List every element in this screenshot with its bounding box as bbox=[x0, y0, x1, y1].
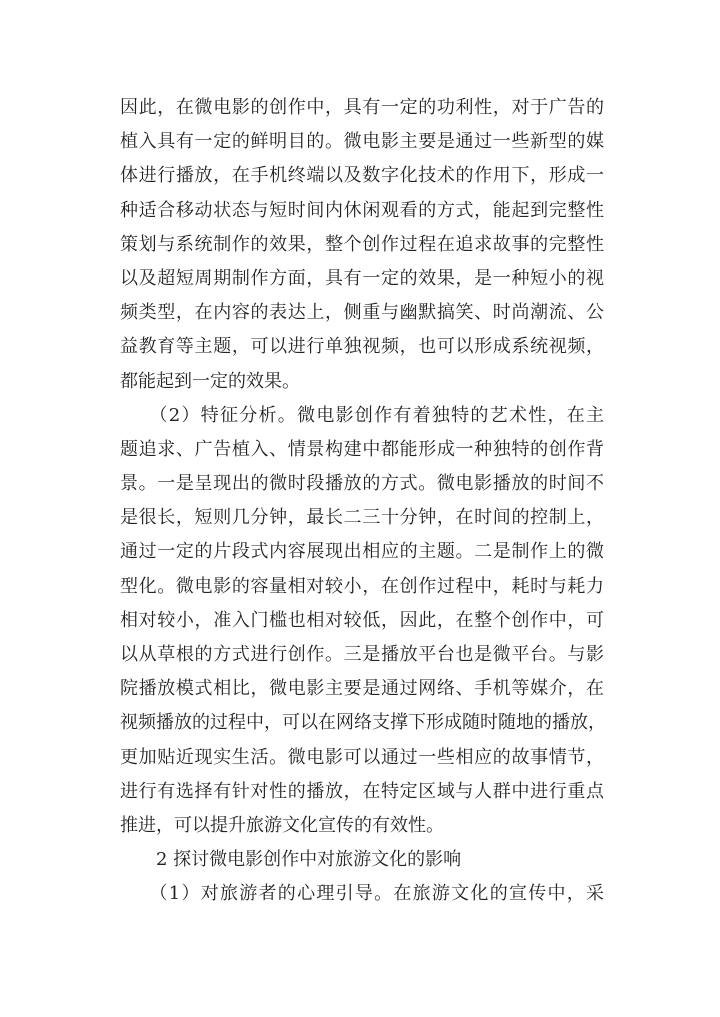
text-line: 视频播放的过程中，可以在网络支撑下形成随时随地的播放， bbox=[120, 712, 606, 734]
text-line: 景。一是呈现出的微时段播放的方式。微电影播放的时间不 bbox=[120, 473, 604, 495]
text-line: 体进行播放，在手机终端以及数字化技术的作用下，形成一 bbox=[120, 165, 604, 187]
text-line: 都能起到一定的效果。 bbox=[120, 370, 300, 392]
text-line: 植入具有一定的鲜明目的。微电影主要是通过一些新型的媒 bbox=[120, 131, 604, 153]
text-line: （1）对旅游者的心理引导。在旅游文化的宣传中，采 bbox=[120, 883, 604, 905]
text-line: 相对较小，准入门槛也相对较低，因此，在整个创作中，可 bbox=[120, 609, 604, 631]
text-line: 是很长，短则几分钟，最长二三十分钟，在时间的控制上， bbox=[120, 507, 604, 529]
text-line: 因此，在微电影的创作中，具有一定的功利性，对于广告的 bbox=[120, 97, 604, 118]
text-line: 推进，可以提升旅游文化宣传的有效性。 bbox=[120, 814, 444, 836]
text-line: 以从草根的方式进行创作。三是播放平台也是微平台。与影 bbox=[120, 644, 604, 665]
text-line: 种适合移动状态与短时间内休闲观看的方式，能起到完整性 bbox=[120, 199, 604, 221]
text-line: 以及超短周期制作方面，具有一定的效果，是一种短小的视 bbox=[120, 267, 604, 289]
body-text bbox=[120, 91, 604, 912]
text-line: 型化。微电影的容量相对较小，在创作过程中，耗时与耗力 bbox=[120, 575, 604, 597]
text-line: 益教育等主题，可以进行单独视频，也可以形成系统视频， bbox=[120, 336, 604, 358]
text-line: 策划与系统制作的效果，整个创作过程在追求故事的完整性 bbox=[120, 233, 604, 255]
text-line: 题追求、广告植入、情景构建中都能形成一种独特的创作背 bbox=[120, 438, 604, 460]
text-line: 频类型，在内容的表达上，侧重与幽默搞笑、时尚潮流、公 bbox=[120, 302, 604, 324]
text-line: 通过一定的片段式内容展现出相应的主题。二是制作上的微 bbox=[120, 541, 604, 563]
text-line: 进行有选择有针对性的播放，在特定区域与人群中进行重点 bbox=[120, 780, 604, 802]
text-line: 更加贴近现实生活。微电影可以通过一些相应的故事情节， bbox=[120, 746, 604, 768]
text-line: （2）特征分析。微电影创作有着独特的艺术性，在主 bbox=[120, 404, 604, 426]
text-line: 院播放模式相比，微电影主要是通过网络、手机等媒介，在 bbox=[120, 678, 604, 700]
section-heading: 2 探讨微电影创作中对旅游文化的影响 bbox=[120, 849, 462, 871]
